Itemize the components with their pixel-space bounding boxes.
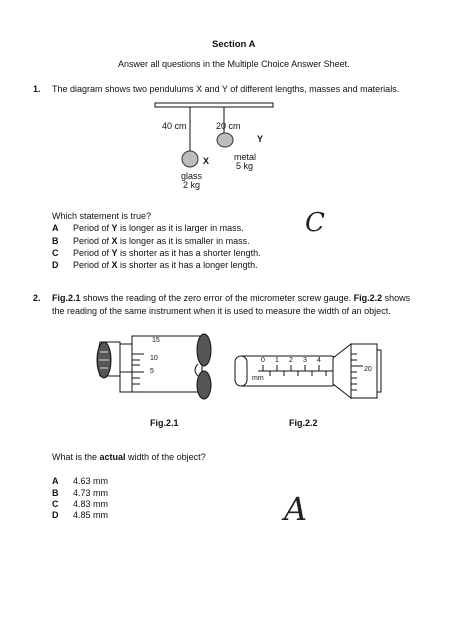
sleeve-number-2: 2 xyxy=(289,357,293,364)
length-x-label: 40 cm xyxy=(162,121,187,131)
section-title: Section A xyxy=(212,39,256,50)
option-text: 4.63 mm xyxy=(73,476,109,486)
option-letter: B xyxy=(52,236,59,246)
q2-prompt: What is the actual width of the object? xyxy=(52,452,206,462)
option-letter: C xyxy=(52,499,59,509)
option-text: Period of Y is shorter as it has a shorter length. xyxy=(73,248,261,258)
material-y: metal xyxy=(234,152,257,162)
unit-label: mm xyxy=(252,375,264,382)
pendulum-diagram xyxy=(150,98,280,198)
fig2-caption: Fig.2.2 xyxy=(289,418,318,428)
pendulum-x-label: X xyxy=(203,156,210,166)
instructions: Answer all questions in the Multiple Choice Answer Sheet. xyxy=(118,59,350,69)
option-letter: D xyxy=(52,260,59,270)
fig1-mark-15: 15 xyxy=(152,337,160,344)
option-letter: D xyxy=(52,510,59,520)
fig1-caption: Fig.2.1 xyxy=(150,418,179,428)
q1-handwritten-answer: C xyxy=(305,208,325,238)
option-letter: A xyxy=(52,223,59,233)
material-x: glass xyxy=(181,171,203,181)
q1-number: 1. xyxy=(33,84,41,94)
bob-y xyxy=(217,133,233,147)
mass-x: 2 kg xyxy=(183,180,201,190)
fig1-mark-5: 5 xyxy=(150,368,154,375)
pendulum-y-label: Y xyxy=(257,134,264,144)
q2-text-line2: the reading of the same instrument when it is used to measure the width of an object. xyxy=(52,306,391,316)
option-text: Period of Y is longer as it is larger in mass. xyxy=(73,223,244,233)
sleeve-number-3: 3 xyxy=(303,357,307,364)
q1-text: The diagram shows two pendulums X and Y of different lengths, masses and materials. xyxy=(52,84,400,94)
option-letter: A xyxy=(52,476,59,486)
q2-text-line1: Fig.2.1 shows the reading of the zero error of the micrometer screw gauge. Fig.2.2 shows xyxy=(52,293,411,303)
fig1-mark-10: 10 xyxy=(150,355,158,362)
option-text: 4.73 mm xyxy=(73,488,109,498)
q2-number: 2. xyxy=(33,293,41,303)
option-text: 4.83 mm xyxy=(73,499,109,509)
option-text: Period of X is longer as it is smaller in mass. xyxy=(73,236,250,246)
option-letter: C xyxy=(52,248,59,258)
support-beam xyxy=(155,103,273,107)
q1-prompt: Which statement is true? xyxy=(52,211,152,221)
micrometer-reading-figure xyxy=(233,338,443,408)
option-letter: B xyxy=(52,488,59,498)
sleeve-number-4: 4 xyxy=(317,357,321,364)
option-text: 4.85 mm xyxy=(73,510,109,520)
thimble-mark-20: 20 xyxy=(364,366,372,373)
length-y-label: 20 cm xyxy=(216,121,241,131)
option-text: Period of X is shorter as it has a longer length. xyxy=(73,260,258,270)
bob-x xyxy=(182,151,198,167)
sleeve-number-0: 0 xyxy=(261,357,265,364)
mass-y: 5 kg xyxy=(236,161,254,171)
q2-handwritten-answer: A xyxy=(284,490,308,528)
sleeve-number-1: 1 xyxy=(275,357,279,364)
